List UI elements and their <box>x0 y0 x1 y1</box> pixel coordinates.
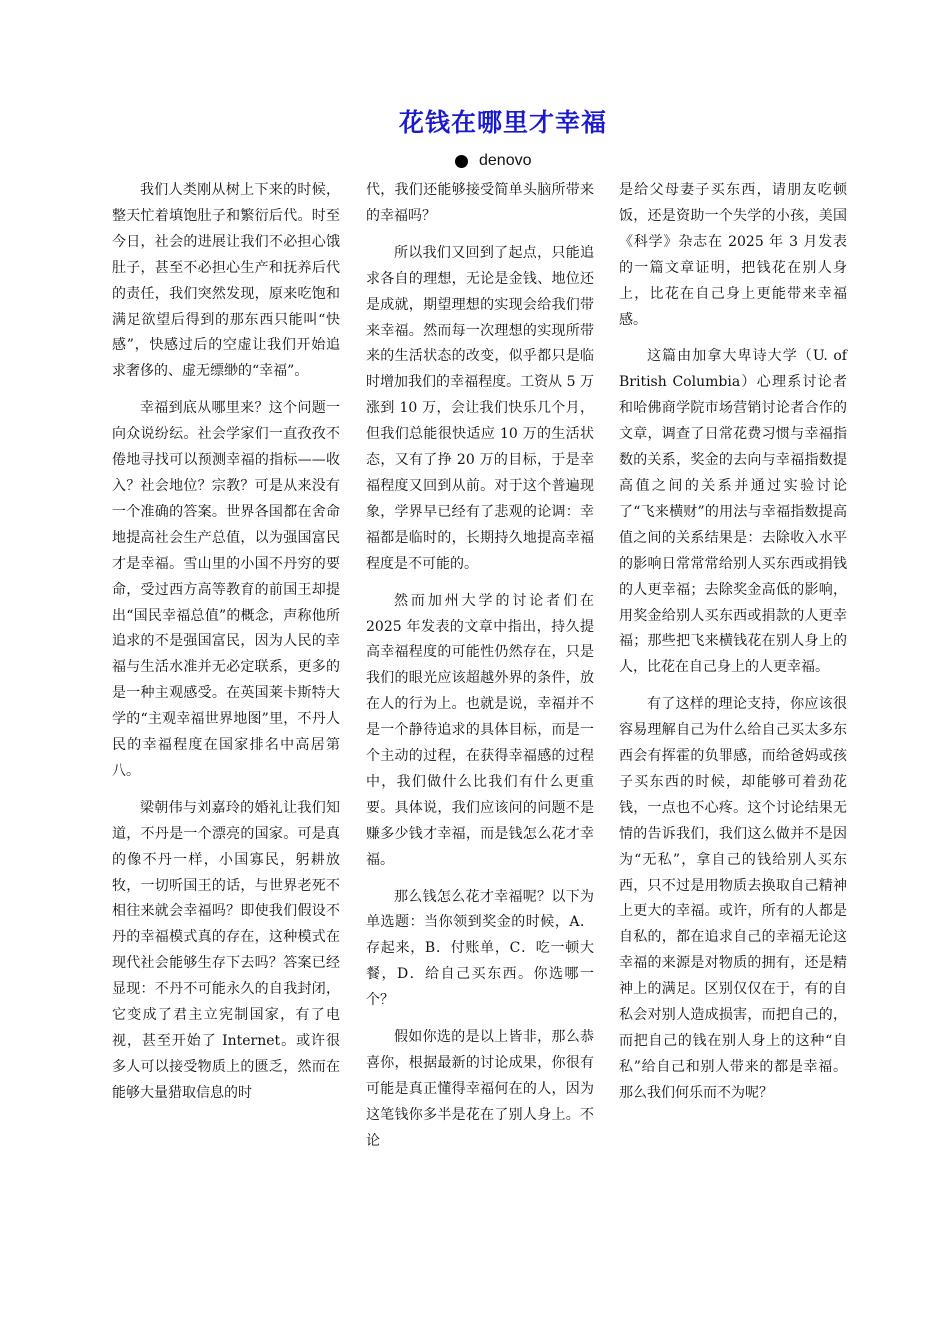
paragraph: 有了这样的理论支持，你应该很容易理解自己为什么给自己买太多东西会有挥霍的负罪感，而给爸妈或孩子买东西的时候，却能够可着劲花钱，一点也不心疼。这个讨论结果无情的告诉我们，我们这么做并不是因为“无私”，拿自己的钱给别人买东西，只不过是用物质去换取自己精神上更大的幸福。或许，所有的人都是自私的，都在追求自己的幸福无论这幸福的来源是对物质的拥有，还是精神上的满足。区别仅仅在于，有的自私会对别人造成损害，而把自己的，而把自己的钱在别人身上的这种“自私”给自己和别人带来的都是幸福。那么我们何乐而不为呢？ <box>619 696 847 1101</box>
paragraph: 然而加州大学的讨论者们在 2025 年发表的文章中指出，持久提高幸福程度的可能性仍然存在，只是我们的眼光应该超越外界的条件，放在人的行为上。也就是说，幸福并不是一个静待追求的具体目标，而是一个主动的过程，在获得幸福感的过程中，我们做什么比我们有什么更重要。具体说，我们应该问的问题不是赚多少钱才幸福，而是钱怎么花才幸福。 <box>366 592 594 868</box>
text-column-2 <box>366 178 594 1166</box>
bullet-icon <box>455 155 468 168</box>
paragraph: 那么钱怎么花才幸福呢？以下为单选题：当你领到奖金的时候，A．存起来，B．付账单，C．吃一顿大餐，D．给自己买东西。你选哪一个？ <box>366 888 594 1009</box>
paragraph: 所以我们又回到了起点，只能追求各自的理想，无论是金钱、地位还是成就，期望理想的实现会给我们带来幸福。然而每一次理想的实现所带来的生活状态的改变，似乎都只是临时增加我们的幸福程度。工资从 5 万涨到 10 万，会让我们快乐几个月，但我们总能很快适应 10 万的生活状态，又有了挣 20 万的目标，于是幸福程度又回到从前。对于这个普遍现象，学界早已经有了悲观的论调：幸福都是临时的，长期持久地提高幸福程度是不可能的。 <box>366 244 594 572</box>
author-name: denovo <box>479 152 532 169</box>
paragraph: 我们人类刚从树上下来的时候，整天忙着填饱肚子和繁衍后代。时至今日，社会的进展让我们不必担心饿肚子，甚至不必担心生产和抚养后代的责任，我们突然发现，原来吃饱和满足欲望后得到的那东西只能叫“快感”，快感过后的空虚让我们开始追求奢侈的、虚无缥缈的“幸福”。 <box>112 182 340 380</box>
paragraph: 幸福到底从哪里来？这个问题一向众说纷纭。社会学家们一直孜孜不倦地寻找可以预测幸福的指标——收入？社会地位？宗教？可是从来没有一个准确的答案。世界各国都在舍命地提高社会生产总值，以为强国富民才是幸福。雪山里的小国不丹穷的要命，受过西方高等教育的前国王却提出“国民幸福总值”的概念，声称他所追求的不是强国富民，因为人民的幸福与生活水准并无必定联系，更多的是一种主观感受。在英国莱卡斯特大学的“主观幸福世界地图”里，不丹人民的幸福程度在国家排名中高居第八。 <box>112 400 340 779</box>
article-title: 花钱在哪里才幸福 <box>398 108 607 137</box>
text-column-1 <box>112 178 340 1118</box>
paragraph-continued: 是给父母妻子买东西，请朋友吃顿饭，还是资助一个失学的小孩，美国《科学》杂志在 2025 年 3 月发表的一篇文章证明，把钱花在别人身上，比花在自己身上更能带来幸福感。 <box>619 182 847 328</box>
paragraph: 假如你选的是以上皆非，那么恭喜你，根据最新的讨论成果，你很有可能是真正懂得幸福何在的人，因为这笔钱你多半是花在了别人身上。不论 <box>366 1029 594 1149</box>
paragraph: 梁朝伟与刘嘉玲的婚礼让我们知道，不丹是一个漂亮的国家。可是真的像不丹一样，小国寡民，躬耕放牧，一切听国王的话，与世界老死不相往来就会幸福吗？即使我们假设不丹的幸福模式真的存在，这种模式在现代社会能够生存下去吗？答案已经显现：不丹不可能永久的自我封闭，它变成了君主立宪制国家，有了电视，甚至开始了 Internet。或许很多人可以接受物质上的匮乏，然而在能够大量猎取信息的时 <box>112 799 340 1101</box>
text-column-3 <box>619 178 847 1118</box>
paragraph: 这篇由加拿大卑诗大学（U. of British Columbia）心理系讨论者和哈佛商学院市场营销讨论者合作的文章，调查了日常花费习惯与幸福指数的关系，奖金的去向与幸福指数提高值之间的关系并通过实验讨论了“飞来横财”的用法与幸福指数提高值之间的关系结果是：去除收入水平的影响日常常常给别人买东西或捐钱的人更幸福；去除奖金高低的影响，用奖金给别人买东西或捐款的人更幸福；那些把飞来横钱花在别人身上的人，比花在自己身上的人更幸福。 <box>619 348 847 676</box>
byline <box>455 149 532 173</box>
paragraph-continued: 代，我们还能够接受简单头脑所带来的幸福吗？ <box>366 182 594 224</box>
